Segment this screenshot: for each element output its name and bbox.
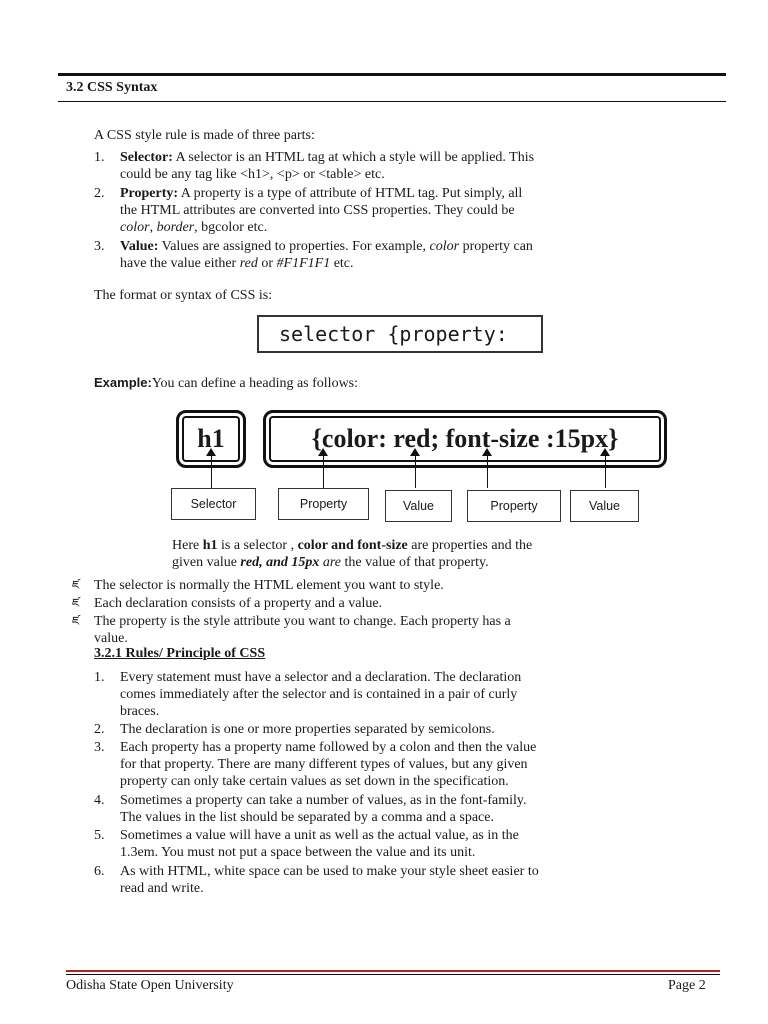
- arrow-up-icon: [482, 448, 492, 456]
- connector-line: [211, 456, 212, 488]
- bullet-item: Each declaration consists of a property and a value.: [94, 596, 383, 611]
- label-value: Value: [385, 490, 452, 522]
- rule-item: Each property has a property name followed by a colon and then the value for that property. There are many different types of values, but any given property can only take certain values as set down in the specification.: [120, 740, 537, 789]
- rule-item: As with HTML, white space can be used to make your style sheet easier to read and write.: [120, 864, 539, 896]
- part-value: Value: Values are assigned to properties. For example, color property can have the value either red or #F1F1F1 etc.: [120, 239, 533, 271]
- intro-text: A CSS style rule is made of three parts:: [94, 128, 315, 143]
- section-title: 3.2 CSS Syntax: [66, 80, 158, 95]
- rules-heading: 3.2.1 Rules/ Principle of CSS: [94, 646, 266, 661]
- bullet-icon: ཛ: [72, 614, 80, 628]
- arrow-up-icon: [318, 448, 328, 456]
- rule-number: 3.: [94, 740, 105, 755]
- bullet-item: The property is the style attribute you want to change. Each property has a value.: [94, 614, 511, 646]
- connector-line: [323, 456, 324, 488]
- connector-line: [415, 456, 416, 488]
- label-property: Property: [278, 488, 369, 520]
- part-number: 3.: [94, 239, 105, 254]
- selector-code-box: h1: [176, 410, 246, 468]
- footer-rule-red: [66, 970, 720, 972]
- part-term: Property:: [120, 186, 179, 201]
- rule-number: 5.: [94, 828, 105, 843]
- part-number: 2.: [94, 186, 105, 201]
- arrow-up-icon: [410, 448, 420, 456]
- part-property: Property: A property is a type of attribute of HTML tag. Put simply, all the HTML attributes are converted into CSS properties. They could be color, border, bgcolor etc.: [120, 186, 523, 235]
- declaration-code-box: {color: red; font-size :15px}: [263, 410, 667, 468]
- arrow-up-icon: [206, 448, 216, 456]
- rule-item: Every statement must have a selector and a declaration. The declaration comes immediately after the selector and is contained in a pair of curly braces.: [120, 670, 522, 719]
- example-line: [94, 375, 358, 392]
- footer-rule-black: [66, 974, 720, 975]
- format-text: The format or syntax of CSS is:: [94, 288, 273, 303]
- label-value: Value: [570, 490, 639, 522]
- label-selector: Selector: [171, 488, 256, 520]
- bullet-icon: ཛ: [72, 596, 80, 610]
- connector-line: [605, 456, 606, 488]
- rule-number: 4.: [94, 793, 105, 808]
- footer-page-number: Page 2: [668, 978, 706, 993]
- label-property: Property: [467, 490, 561, 522]
- header-rule-top: [58, 73, 726, 76]
- rule-number: 2.: [94, 722, 105, 737]
- example-label: Example:: [94, 375, 152, 390]
- footer-institution: Odisha State Open University: [66, 978, 234, 993]
- rule-item: Sometimes a value will have a unit as well as the actual value, as in the 1.3em. You must not put a space between the value and its unit.: [120, 828, 519, 860]
- bullet-item: The selector is normally the HTML element you want to style.: [94, 578, 444, 593]
- example-text: You can define a heading as follows:: [151, 376, 359, 391]
- connector-line: [487, 456, 488, 488]
- bullet-icon: ཛ: [72, 578, 80, 592]
- part-selector: Selector: A selector is an HTML tag at which a style will be applied. This could be any tag like <h1>, <p> or <table> etc.: [120, 150, 535, 182]
- diagram-explanation: Here h1 is a selector , color and font-size are properties and the given value red, and 15px are the value of that property.: [172, 538, 533, 570]
- syntax-box: selector {property:: [257, 315, 543, 353]
- rule-item: The declaration is one or more properties separated by semicolons.: [120, 722, 495, 737]
- rule-number: 1.: [94, 670, 105, 685]
- part-term: Selector:: [120, 150, 173, 165]
- rule-number: 6.: [94, 864, 105, 879]
- part-number: 1.: [94, 150, 105, 165]
- rule-item: Sometimes a property can take a number of values, as in the font-family. The values in the list should be separated by a comma and a space.: [120, 793, 527, 825]
- arrow-up-icon: [600, 448, 610, 456]
- part-term: Value:: [120, 239, 159, 254]
- header-rule-bottom: [58, 101, 726, 102]
